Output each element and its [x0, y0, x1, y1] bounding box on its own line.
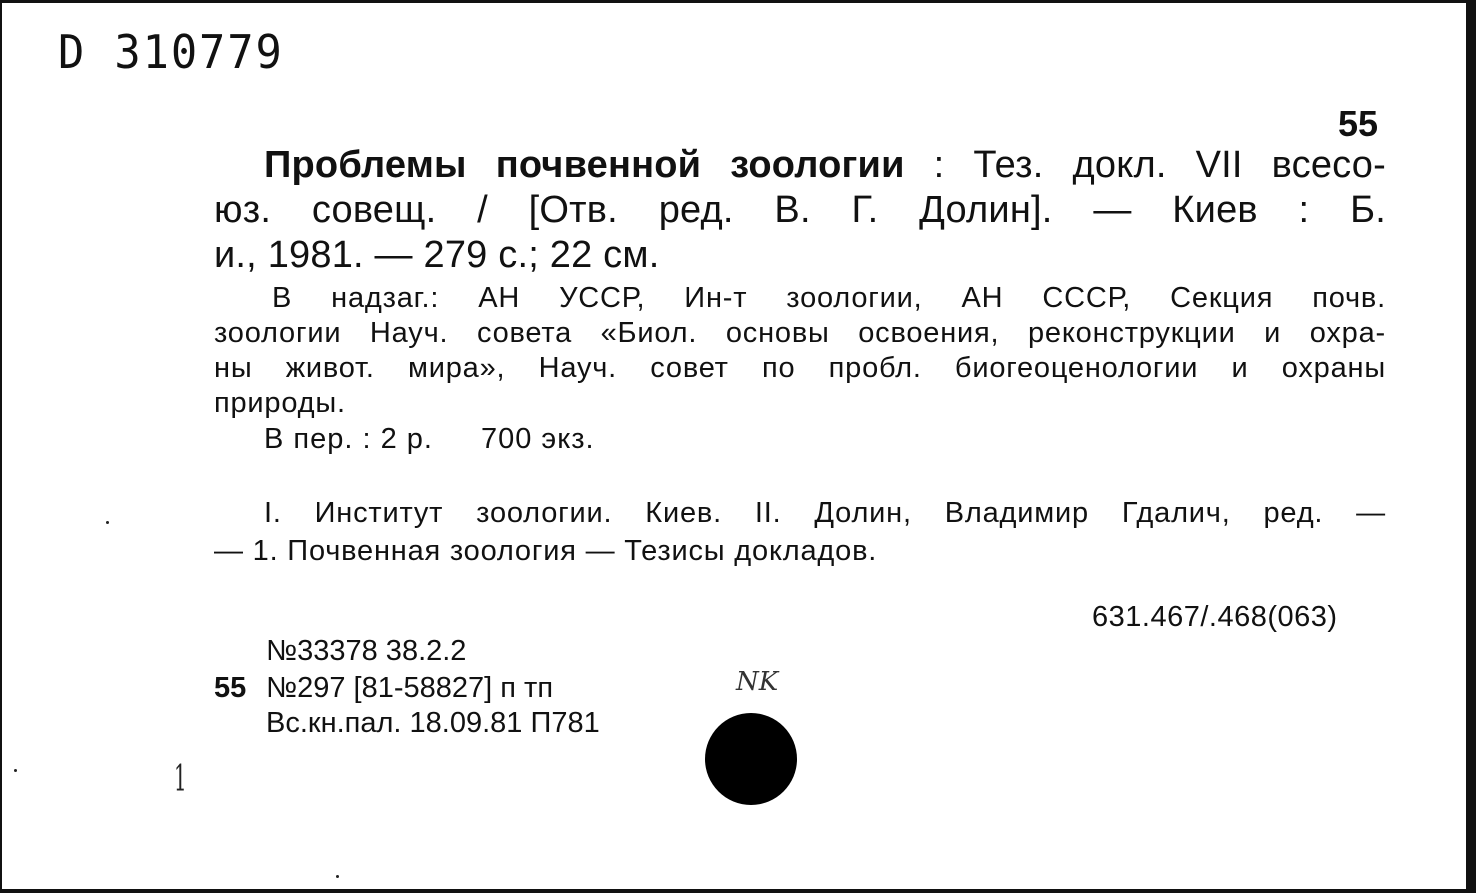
title-line-1	[214, 143, 1386, 188]
title-line-2: юз. совещ. / [Отв. ред. В. Г. Долин]. — Киев : Б.	[214, 189, 1386, 231]
udc-code: 631.467/.468(063)	[1092, 601, 1338, 633]
subject-headings	[214, 494, 1386, 570]
punch-hole	[705, 713, 797, 805]
series-number: 55	[214, 672, 247, 704]
order-line: №297 [81-58827] п тп	[266, 672, 554, 704]
annotation-note	[214, 281, 1386, 421]
note-line: природы.	[214, 387, 346, 419]
book-title: Проблемы почвенной зоологии	[264, 144, 905, 186]
note-line: зоологии Науч. совета «Биол. основы освоения, реконструкции и охра-	[214, 317, 1386, 349]
record-number: №33378 38.2.2	[266, 635, 467, 667]
note-line: В надзаг.: АН УССР, Ин-т зоологии, АН СССР, Секция почв.	[272, 282, 1386, 314]
bibliographic-description	[214, 143, 1386, 278]
handwritten-initials: NK	[736, 667, 779, 697]
classification-number: 55	[1338, 103, 1379, 144]
title-line-1-rest: : Тез. докл. VII всесо-	[904, 144, 1386, 186]
note-line: ны живот. мира», Науч. совет по пробл. биогеоценологии и охраны	[214, 352, 1386, 384]
subject-line: — 1. Почвенная зоология — Тезисы докладов.	[214, 535, 878, 567]
print-run: 700 экз.	[480, 423, 595, 455]
speck	[106, 521, 109, 524]
title-line-3: и., 1981. — 279 с.; 22 см.	[214, 234, 660, 276]
speck	[14, 769, 17, 772]
speck	[336, 875, 339, 878]
handwritten-mark: 1	[174, 759, 187, 800]
book-chamber-line: Вс.кн.пал. 18.09.81 П781	[266, 707, 600, 739]
handwritten-inventory-number: D 310779	[58, 25, 284, 79]
price-line	[264, 423, 643, 456]
binding-price: В пер. : 2 р.	[264, 423, 433, 455]
subject-line: I. Институт зоологии. Киев. II. Долин, Владимир Гдалич, ред. —	[264, 497, 1386, 529]
